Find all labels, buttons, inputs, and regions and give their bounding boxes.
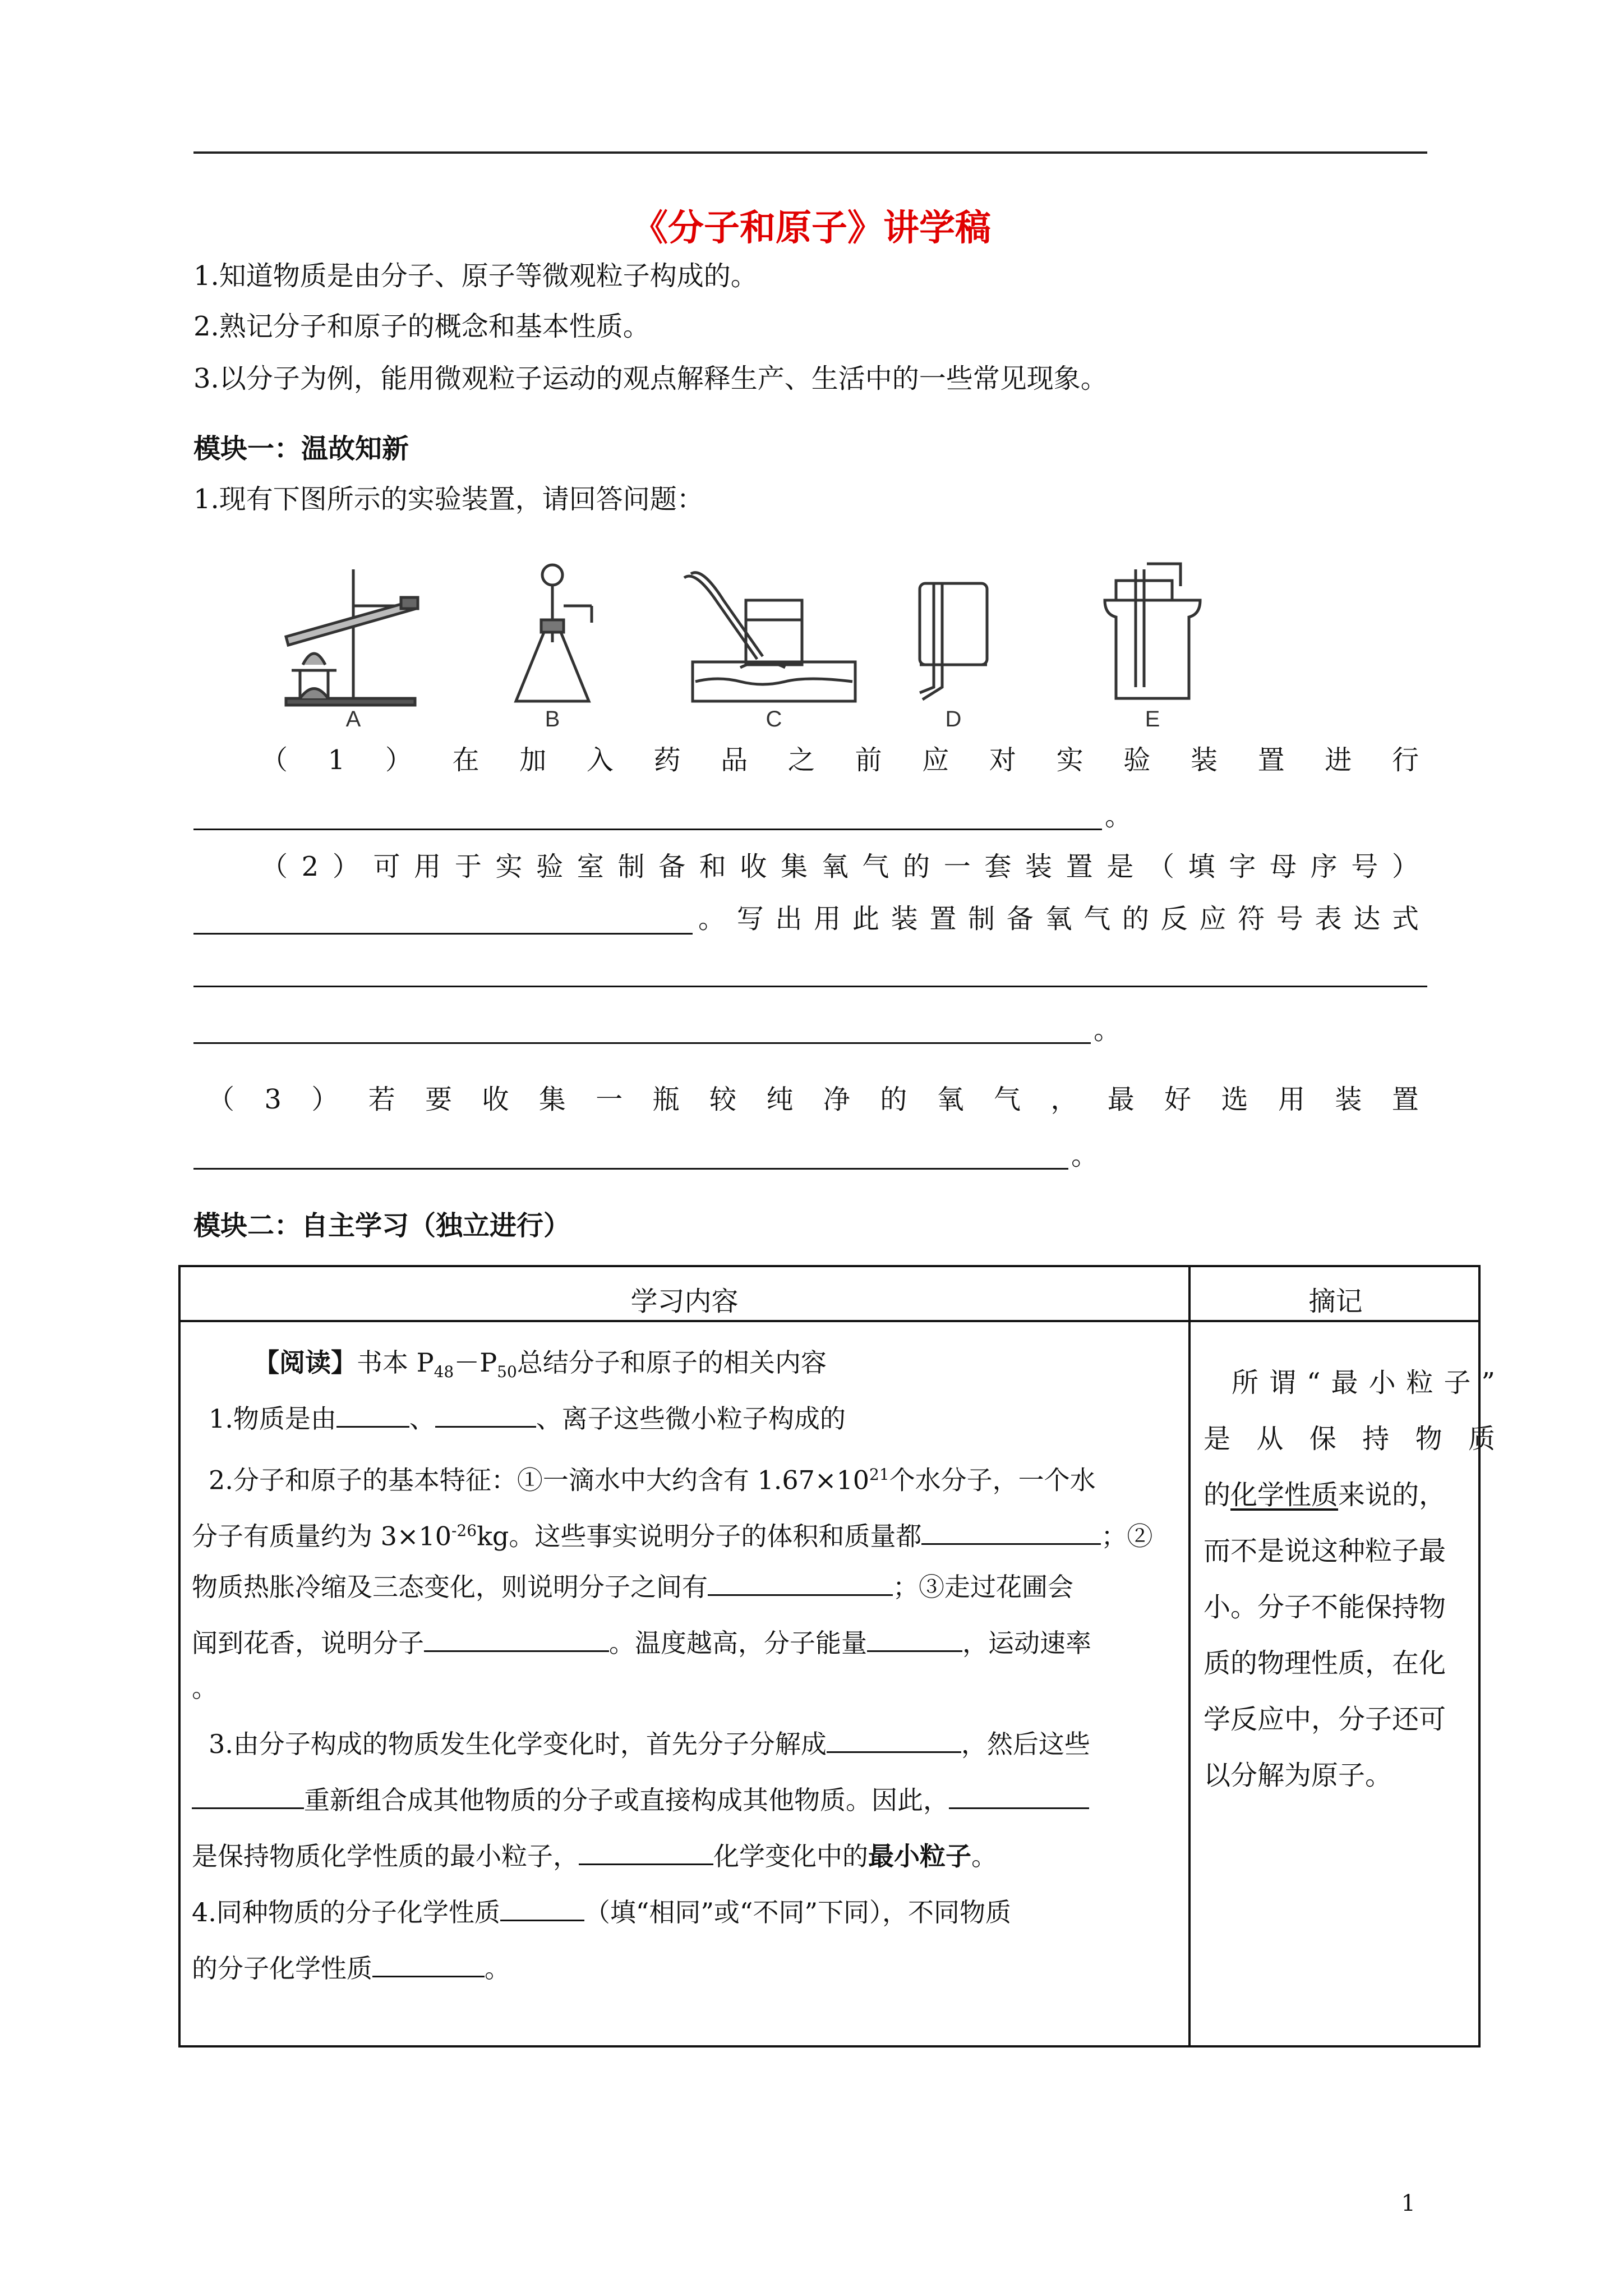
apparatus-e-icon (1105, 564, 1200, 698)
blank[interactable] (500, 1895, 584, 1921)
question-1-1: （ 1 ） 在 加 入 药 品 之 前 应 对 实 验 装 置 进 行 (261, 744, 1419, 776)
apparatus-b-icon (516, 565, 592, 701)
blank[interactable] (708, 1570, 893, 1596)
item-3-line2: 重新组合成其他物质的分子或直接构成其他物质。因此， (192, 1772, 1089, 1828)
note-line-3: 的化学性质来说的， (1204, 1479, 1446, 1511)
apparatus-label-b: B (545, 707, 560, 731)
item-4-line1: 4.同种物质的分子化学性质 （填“相同”或“不同”下同），不同物质 (192, 1884, 1011, 1940)
item-3-line3: 是保持物质化学性质的最小粒子， 化学变化中的最小粒子。 (192, 1828, 997, 1884)
answer-line-1-3[interactable] (193, 1168, 1068, 1170)
blank[interactable] (949, 1783, 1089, 1809)
note-line-5: 小。分子不能保持物 (1204, 1591, 1446, 1623)
item-2-line1: 2.分子和原子的基本特征：①一滴水中大约含有 $1.67\times 10^{21}$个水分子，一个水 (209, 1465, 1096, 1496)
blank[interactable] (192, 1783, 304, 1809)
item-4-line2: 的分子化学性质 。 (192, 1940, 510, 1996)
apparatus-figure (269, 553, 1267, 732)
question-1-intro: 1.现有下图所示的实验装置，请回答问题： (193, 484, 704, 515)
note-line-7: 学反应中，分子还可 (1204, 1704, 1446, 1735)
item-2-line2: 分子有质量约为 $3\times 10^{-26}kg$。这些事实说明分子的体积和质量都 ；② (192, 1503, 1152, 1564)
notes-column (1204, 1355, 1495, 1803)
blank[interactable] (336, 1401, 409, 1428)
end-mark: 。 (1094, 1014, 1121, 1046)
blank[interactable] (424, 1626, 609, 1652)
blank[interactable] (435, 1401, 536, 1428)
answer-line-1-1[interactable] (193, 829, 1102, 830)
item-2-line3: 物质热胀冷缩及三态变化，则说明分子之间有 ；③走过花圃会 (192, 1559, 1073, 1615)
apparatus-a-icon (286, 569, 418, 705)
objective-3: 3.以分子为例，能用微观粒子运动的观点解释生产、生活中的一些常见现象。 (193, 363, 1108, 394)
module2-heading: 模块二：自主学习（独立进行） (193, 1210, 571, 1241)
page-title: 《分子和原子》讲学稿 (632, 207, 991, 249)
reading-instruction: 【阅读】书本 $P_{48}-P_{50}$总结分子和原子的相关内容 (253, 1347, 827, 1382)
note-line-6: 质的物理性质，在化 (1204, 1648, 1446, 1679)
answer-line-1-2b[interactable] (193, 986, 1427, 987)
question-1-3: （ 3 ） 若 要 收 集 一 瓶 较 纯 净 的 氧 气 ， 最 好 选 用 装 置 (208, 1084, 1419, 1115)
item-2-line5: 。 (192, 1673, 218, 1703)
module1-heading: 模块一：温故知新 (193, 433, 409, 464)
objective-2: 2.熟记分子和原子的概念和基本性质。 (193, 311, 650, 342)
question-1-2: （ 2 ） 可 用 于 实 验 室 制 备 和 收 集 氧 气 的 一 套 装 置 是 （ 填 字 母 序 号 ） (261, 851, 1419, 882)
page-number: 1 (1401, 2191, 1415, 2216)
note-line-8: 以分解为原子。 (1204, 1760, 1393, 1791)
apparatus-c-icon (684, 573, 855, 701)
note-line-4: 而不是说这种粒子最 (1204, 1535, 1446, 1567)
objective-1: 1.知道物质是由分子、原子等微观粒子构成的。 (193, 260, 758, 292)
note-line-2: 是 从 保 持 物 质 (1204, 1423, 1495, 1455)
note-line-1: 所 谓 “ 最 小 粒 子 ” (1232, 1367, 1495, 1398)
apparatus-d-icon (920, 583, 987, 700)
answer-line-1-2c[interactable] (193, 1042, 1091, 1044)
apparatus-label-e: E (1145, 707, 1160, 731)
answer-line-1-2a[interactable] (193, 933, 693, 935)
blank[interactable] (867, 1626, 962, 1652)
apparatus-label-d: D (945, 707, 962, 731)
item-2-line4: 闻到花香，说明分子 。温度越高，分子能量 ，运动速率 (192, 1615, 1091, 1671)
table-header-notes: 摘记 (1308, 1286, 1363, 1317)
blank[interactable] (921, 1519, 1101, 1545)
end-mark: 。 (1105, 800, 1132, 832)
blank[interactable] (579, 1839, 713, 1865)
blank[interactable] (827, 1727, 961, 1753)
study-table (178, 1265, 1495, 2047)
apparatus-label-a: A (345, 707, 361, 731)
apparatus-label-c: C (766, 707, 782, 731)
item-1: 1.物质是由 、 、离子这些微小粒子构成的 (209, 1391, 846, 1447)
end-mark: 。 (1071, 1140, 1099, 1171)
header-rule (193, 151, 1427, 154)
item-3-line1: 3.由分子构成的物质发生化学变化时，首先分子分解成 ，然后这些 (209, 1716, 1090, 1772)
question-1-2-line2: 。 写 出 用 此 装 置 制 备 氧 气 的 反 应 符 号 表 达 式 (698, 903, 1419, 935)
blank[interactable] (372, 1951, 485, 1977)
table-header-content: 学习内容 (630, 1286, 739, 1317)
